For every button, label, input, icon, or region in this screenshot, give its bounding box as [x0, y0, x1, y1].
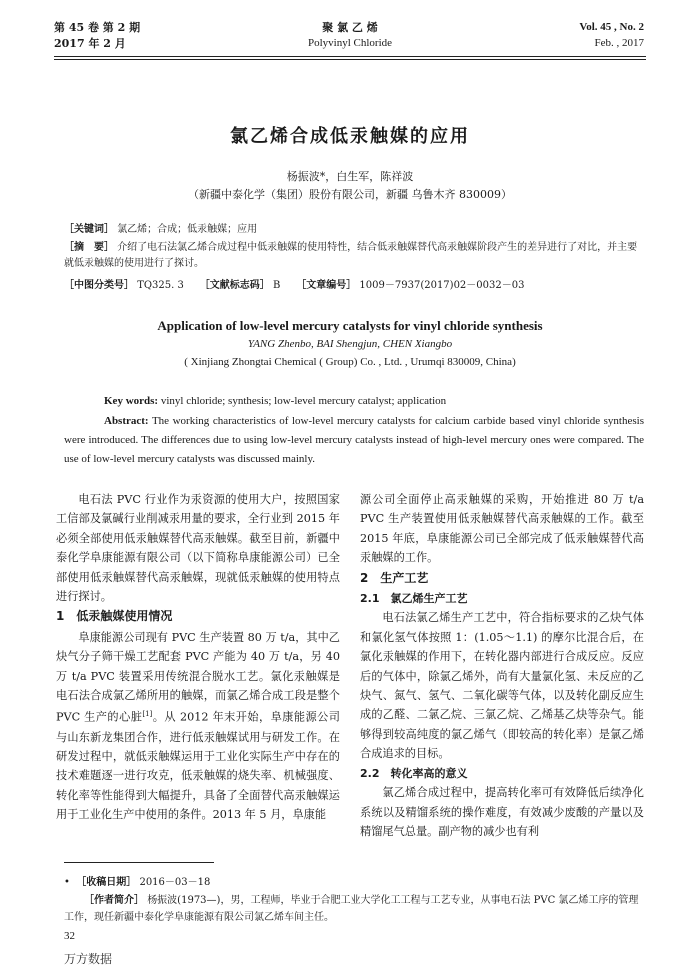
- doc-code-label: ［文献标志码］: [199, 280, 270, 291]
- footnote-rule: [64, 862, 214, 863]
- page-number: 32: [64, 930, 75, 942]
- classification-line: [64, 278, 644, 294]
- keywords-cn: [64, 222, 644, 238]
- section-1-text: 阜康能源公司现有 PVC 生产装置 80 万 t/a，其中乙炔气分子筛干燥工艺配套 PVC 产能为 40 万 t/a，另 40 万 t/a PVC 装置采用传统混合脱水工艺。氯化汞触媒是电石法合成氯乙烯所用的触媒，而氯乙烯合成工段是整个 PVC 生产的心脏: [56, 630, 340, 725]
- header-volume-en: Vol. 45 , No. 2: [579, 21, 644, 33]
- keywords-cn-text: 氯乙烯；合成；低汞触媒；应用: [117, 224, 258, 235]
- section-1-heading: 1 低汞触媒使用情况: [56, 609, 173, 624]
- header-rule: [54, 56, 646, 57]
- authors-en: YANG Zhenbo, BAI Shengjun, CHEN Xiangbo: [247, 338, 453, 350]
- author-bio-label: ［作者简介］: [84, 895, 144, 906]
- section-1-paragraph: [56, 628, 340, 825]
- affiliation-en: ( Xinjiang Zhongtai Chemical ( Group) Co. , Ltd. , Urumqi 830009, China): [184, 356, 516, 368]
- doc-code-value: B: [272, 280, 281, 291]
- affiliation-cn: （新疆中泰化学（集团）股份有限公司，新疆 乌鲁木齐 830009）: [188, 188, 512, 201]
- section-2-2-heading: 2.2 转化率高的意义: [360, 766, 468, 780]
- section-2-1-heading: 2.1 氯乙烯生产工艺: [360, 592, 468, 606]
- column-left: [56, 490, 340, 825]
- section-2-1-paragraph: 电石法氯乙烯生产工艺中，符合指标要求的乙炔气体和氯化氢气体按照 1：(1.05～1.1) 的摩尔比混合后，在氯化汞触媒的作用下，在转化器内部进行合成反应。反应后的气体中，除氯乙烯外，尚有大量氯化氢、未反应的乙炔气、氮气、氢气、二氧化碳等气体，以及转化副反应生成的乙醛、二氯乙烷、三氯乙烷、乙烯基乙炔等杂气。能够得到较高纯度的氯乙烯气（即较高的转化率）是氯乙烯合成追求的目标。: [360, 611, 644, 761]
- watermark-text: 万方数据: [64, 952, 113, 966]
- header-date-en: Feb. , 2017: [594, 37, 644, 49]
- keywords-en: [104, 392, 644, 411]
- keywords-en-label: Key words:: [104, 395, 159, 407]
- abstract-en-label: Abstract:: [104, 415, 149, 427]
- footnote-bullet: •: [64, 877, 70, 888]
- section-1-paragraph-cont: 源公司全面停止高汞触媒的采购，开始推进 80 万 t/a PVC 生产装置使用低汞触媒替代高汞触媒的工作。截至 2015 年底，阜康能源公司已全部完成了低汞触媒替代高汞触媒的工作。: [360, 493, 644, 565]
- section-2-heading: 2 生产工艺: [360, 570, 429, 585]
- abstract-en: [64, 412, 644, 469]
- title-cn: 氯乙烯合成低汞触媒的应用: [230, 126, 470, 147]
- section-2-2-paragraph: 氯乙烯合成过程中，提高转化率可有效降低后续净化系统以及精馏系统的操作难度，有效减少废酸的产量以及精馏尾气总量。副产物的减少也有利: [360, 786, 644, 838]
- abstract-cn-label: ［摘 要］: [64, 242, 114, 253]
- header-date-cn: 2017 年 2 月: [54, 37, 126, 50]
- footnote-received: [64, 874, 644, 891]
- clc-label: ［中图分类号］: [64, 280, 134, 291]
- keywords-en-text: vinyl chloride; synthesis; low-level mercury catalyst; application: [158, 395, 447, 407]
- header-rule-thin: [54, 59, 646, 60]
- section-1-text-cont: 。从 2012 年末开始，阜康能源公司与山东新龙集团合作，进行低汞触媒试用与研发工作。在研发过程中，就低汞触媒运用于工业化实际生产中存在的技术难题逐一进行攻克，低汞触媒的烧失率、机械强度、转化率等性能得到大幅提升，具备了全面替代高汞触媒运用于工业化生产中使用的条件。2013 年 5 月，阜康能: [56, 711, 340, 822]
- header-volume-cn: 第 45 卷 第 2 期: [54, 21, 141, 34]
- citation-1: [1]: [142, 710, 153, 719]
- intro-paragraph: 电石法 PVC 行业作为汞资源的使用大户，按照国家工信部及氯碱行业削减汞用量的要求，全行业到 2015 年必须全部使用低汞触媒替代高汞触媒。截至目前，新疆中泰化学阜康能源有限公司（以下简称阜康能源公司）已全部使用低汞触媒替代高汞触媒，现就低汞触媒的使用特点进行探讨。: [56, 493, 340, 604]
- header-journal-cn: 聚 氯 乙 烯: [322, 21, 378, 34]
- received-value: 2016－03－18: [139, 877, 211, 888]
- article-number-label: ［文章编号］: [296, 280, 357, 291]
- abstract-cn-text: 介绍了电石法氯乙烯合成过程中低汞触媒的使用特性，结合低汞触媒替代高汞触媒阶段产生的差异进行了对比，并主要就低汞触媒的使用进行了探讨。: [64, 242, 638, 269]
- footnote-author: [64, 892, 644, 926]
- abstract-cn: [64, 240, 644, 272]
- abstract-en-text: The working characteristics of low-level mercury catalysts for calcium carbide based vinyl chloride synthesis were introduced. The differences due to using low-level mercury catalysts instead of high-level mercury ones were compared. The use of low-level mercury catalysts was discussed mainly.: [64, 415, 644, 465]
- authors-cn: 杨振波*，白生军，陈祥波: [286, 170, 414, 183]
- title-en: Application of low-level mercury catalysts for vinyl chloride synthesis: [157, 318, 543, 333]
- received-label: ［收稿日期］: [76, 877, 137, 888]
- author-bio-text: 杨振波(1973—)，男，工程师，毕业于合肥工业大学化工工程与工艺专业，从事电石法 PVC 氯乙烯工序的管理工作，现任新疆中泰化学阜康能源有限公司氯乙烯车间主任。: [64, 895, 639, 923]
- article-number-value: 1009－7937(2017)02－0032－03: [359, 280, 525, 291]
- keywords-cn-label: ［关键词］: [64, 224, 114, 235]
- column-right: [360, 490, 644, 841]
- clc-value: TQ325. 3: [137, 280, 184, 291]
- header-journal-en: Polyvinyl Chloride: [307, 37, 393, 49]
